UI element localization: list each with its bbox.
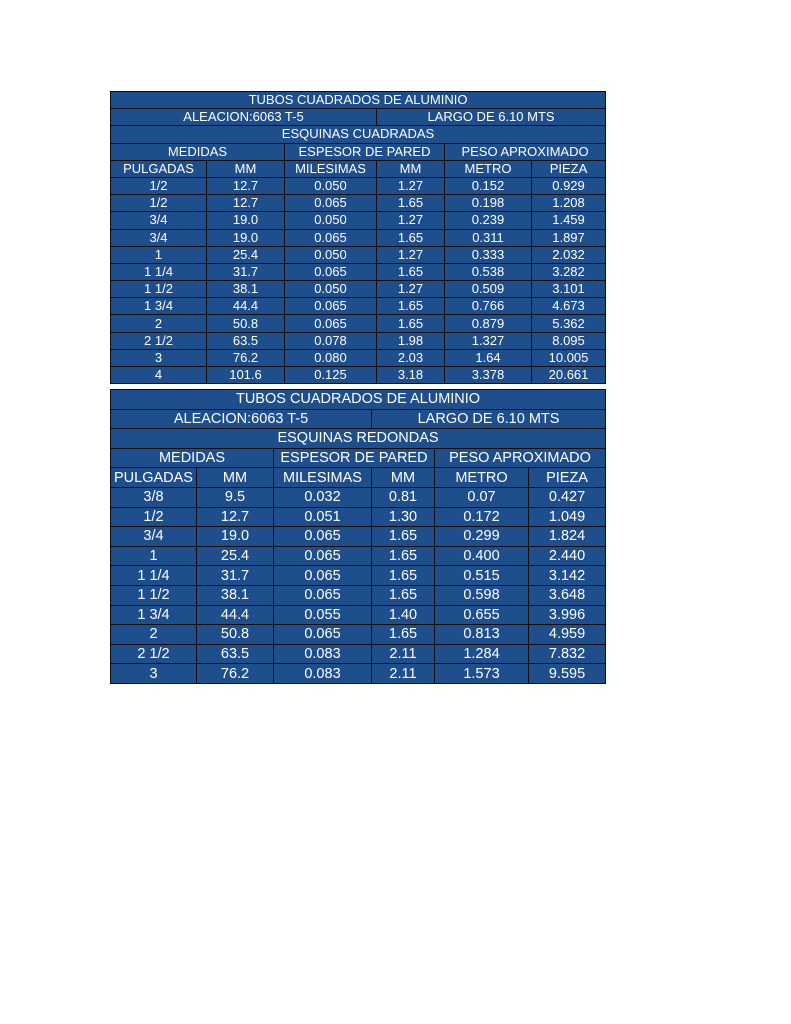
table-row xyxy=(111,367,606,384)
column-header-metro: METRO xyxy=(445,160,532,177)
table-row xyxy=(111,664,606,684)
table-cell: 63.5 xyxy=(207,332,285,349)
table-cell: 3.996 xyxy=(529,605,606,625)
table-cell: 1.65 xyxy=(377,195,445,212)
table-cell: 1/2 xyxy=(111,195,207,212)
table-cell: 0.078 xyxy=(285,332,377,349)
table-cell: 25.4 xyxy=(207,246,285,263)
table-cell: 101.6 xyxy=(207,367,285,384)
table-cell: 0.050 xyxy=(285,246,377,263)
table-cell: 0.813 xyxy=(435,625,529,645)
group-header-espesor: ESPESOR DE PARED xyxy=(285,143,445,160)
table-row xyxy=(111,546,606,566)
table-cell: 1.30 xyxy=(372,507,435,527)
table-row xyxy=(111,585,606,605)
table-cell: 44.4 xyxy=(207,298,285,315)
length-label: LARGO DE 6.10 MTS xyxy=(377,109,606,126)
table-cell: 2 1/2 xyxy=(111,644,197,664)
round-corners-table xyxy=(110,389,606,684)
table-cell: 44.4 xyxy=(197,605,274,625)
table-cell: 0.065 xyxy=(274,585,372,605)
table-cell: 3.101 xyxy=(532,281,606,298)
group-header-peso: PESO APROXIMADO xyxy=(445,143,606,160)
table-row xyxy=(111,246,606,263)
alloy-label: ALEACION:6063 T-5 xyxy=(111,409,372,429)
table-cell: 1 1/2 xyxy=(111,585,197,605)
table-cell: 1.284 xyxy=(435,644,529,664)
table-cell: 0.172 xyxy=(435,507,529,527)
table-row xyxy=(111,263,606,280)
corner-type-label: ESQUINAS CUADRADAS xyxy=(111,126,606,143)
table-cell: 1 1/4 xyxy=(111,263,207,280)
table-cell: 0.125 xyxy=(285,367,377,384)
table-cell: 1.65 xyxy=(377,229,445,246)
table-cell: 9.5 xyxy=(197,487,274,507)
table-cell: 0.032 xyxy=(274,487,372,507)
group-header-peso: PESO APROXIMADO xyxy=(435,448,606,468)
column-header-pulgadas: PULGADAS xyxy=(111,160,207,177)
table-cell: 5.362 xyxy=(532,315,606,332)
alloy-label: ALEACION:6063 T-5 xyxy=(111,109,377,126)
table-row xyxy=(111,298,606,315)
column-header-mm-wall: MM xyxy=(377,160,445,177)
table-cell: 31.7 xyxy=(207,263,285,280)
table-cell: 2.03 xyxy=(377,349,445,366)
square-corners-table xyxy=(110,91,606,384)
table-row xyxy=(111,332,606,349)
table-cell: 0.152 xyxy=(445,177,532,194)
table-cell: 1 1/2 xyxy=(111,281,207,298)
table-row xyxy=(111,281,606,298)
table-cell: 1 xyxy=(111,546,197,566)
column-header-milesimas: MILESIMAS xyxy=(274,468,372,488)
table-cell: 1.049 xyxy=(529,507,606,527)
table-row xyxy=(111,625,606,645)
table-cell: 25.4 xyxy=(197,546,274,566)
table-cell: 19.0 xyxy=(197,527,274,547)
table-cell: 1.208 xyxy=(532,195,606,212)
length-label: LARGO DE 6.10 MTS xyxy=(372,409,606,429)
table-cell: 1.327 xyxy=(445,332,532,349)
table-cell: 2.032 xyxy=(532,246,606,263)
table-cell: 0.065 xyxy=(274,546,372,566)
table-cell: 1.65 xyxy=(377,263,445,280)
table-cell: 8.095 xyxy=(532,332,606,349)
table-cell: 10.005 xyxy=(532,349,606,366)
table-cell: 0.400 xyxy=(435,546,529,566)
table-row xyxy=(111,177,606,194)
table-row xyxy=(111,605,606,625)
table-cell: 0.509 xyxy=(445,281,532,298)
table-row xyxy=(111,349,606,366)
table-cell: 0.427 xyxy=(529,487,606,507)
table-cell: 63.5 xyxy=(197,644,274,664)
table-cell: 2 xyxy=(111,315,207,332)
table-cell: 0.07 xyxy=(435,487,529,507)
table-cell: 50.8 xyxy=(207,315,285,332)
table-cell: 0.598 xyxy=(435,585,529,605)
table-cell: 1.824 xyxy=(529,527,606,547)
table-cell: 0.050 xyxy=(285,281,377,298)
table-cell: 0.065 xyxy=(285,195,377,212)
table-cell: 0.766 xyxy=(445,298,532,315)
table-cell: 0.515 xyxy=(435,566,529,586)
table-row xyxy=(111,507,606,527)
table-cell: 1.27 xyxy=(377,212,445,229)
table-cell: 0.055 xyxy=(274,605,372,625)
table-cell: 0.655 xyxy=(435,605,529,625)
table-cell: 3.18 xyxy=(377,367,445,384)
table-cell: 1.573 xyxy=(435,664,529,684)
table-cell: 38.1 xyxy=(197,585,274,605)
table-cell: 1.64 xyxy=(445,349,532,366)
table-cell: 1 xyxy=(111,246,207,263)
table-cell: 76.2 xyxy=(207,349,285,366)
table-cell: 3 xyxy=(111,349,207,366)
table-cell: 1.65 xyxy=(372,566,435,586)
table-cell: 1 3/4 xyxy=(111,605,197,625)
table-cell: 0.333 xyxy=(445,246,532,263)
table-cell: 1.27 xyxy=(377,281,445,298)
table-cell: 4 xyxy=(111,367,207,384)
table-cell: 50.8 xyxy=(197,625,274,645)
table-cell: 3/4 xyxy=(111,229,207,246)
table-row xyxy=(111,315,606,332)
table-cell: 0.311 xyxy=(445,229,532,246)
table-cell: 1.459 xyxy=(532,212,606,229)
table-cell: 0.083 xyxy=(274,664,372,684)
group-header-medidas: MEDIDAS xyxy=(111,143,285,160)
corner-type-label: ESQUINAS REDONDAS xyxy=(111,429,606,449)
table-cell: 1/2 xyxy=(111,507,197,527)
table-cell: 0.929 xyxy=(532,177,606,194)
group-header-medidas: MEDIDAS xyxy=(111,448,274,468)
table-cell: 12.7 xyxy=(197,507,274,527)
table-cell: 2 1/2 xyxy=(111,332,207,349)
table-cell: 0.538 xyxy=(445,263,532,280)
table-cell: 7.832 xyxy=(529,644,606,664)
table-cell: 1 3/4 xyxy=(111,298,207,315)
table-cell: 1.65 xyxy=(377,298,445,315)
table-row xyxy=(111,229,606,246)
table-cell: 0.050 xyxy=(285,212,377,229)
table-cell: 1.65 xyxy=(377,315,445,332)
table-cell: 0.299 xyxy=(435,527,529,547)
table-cell: 1.27 xyxy=(377,246,445,263)
table-cell: 19.0 xyxy=(207,212,285,229)
table-cell: 1.65 xyxy=(372,527,435,547)
table-title: TUBOS CUADRADOS DE ALUMINIO xyxy=(111,390,606,410)
column-header-mm-wall: MM xyxy=(372,468,435,488)
column-header-pieza: PIEZA xyxy=(529,468,606,488)
column-header-metro: METRO xyxy=(435,468,529,488)
column-header-mm: MM xyxy=(207,160,285,177)
table-cell: 0.81 xyxy=(372,487,435,507)
table-cell: 0.065 xyxy=(274,527,372,547)
table-cell: 1.897 xyxy=(532,229,606,246)
table-row xyxy=(111,487,606,507)
table-cell: 9.595 xyxy=(529,664,606,684)
table-cell: 1.98 xyxy=(377,332,445,349)
table-row xyxy=(111,195,606,212)
table-cell: 3.378 xyxy=(445,367,532,384)
table-row xyxy=(111,566,606,586)
table-cell: 2.11 xyxy=(372,644,435,664)
table-row xyxy=(111,527,606,547)
table-cell: 3/4 xyxy=(111,527,197,547)
table-cell: 0.239 xyxy=(445,212,532,229)
table-cell: 76.2 xyxy=(197,664,274,684)
column-header-milesimas: MILESIMAS xyxy=(285,160,377,177)
table-cell: 3.142 xyxy=(529,566,606,586)
table-cell: 3/8 xyxy=(111,487,197,507)
column-header-mm: MM xyxy=(197,468,274,488)
table-cell: 38.1 xyxy=(207,281,285,298)
table-cell: 0.879 xyxy=(445,315,532,332)
table-cell: 3/4 xyxy=(111,212,207,229)
table-cell: 1/2 xyxy=(111,177,207,194)
table-cell: 0.065 xyxy=(274,625,372,645)
table-cell: 2.440 xyxy=(529,546,606,566)
table-cell: 12.7 xyxy=(207,195,285,212)
table-cell: 1.65 xyxy=(372,585,435,605)
table-cell: 1.40 xyxy=(372,605,435,625)
table-cell: 0.080 xyxy=(285,349,377,366)
table-title: TUBOS CUADRADOS DE ALUMINIO xyxy=(111,92,606,109)
table-cell: 2 xyxy=(111,625,197,645)
group-header-espesor: ESPESOR DE PARED xyxy=(274,448,435,468)
table-cell: 0.065 xyxy=(285,263,377,280)
table-cell: 31.7 xyxy=(197,566,274,586)
table-cell: 3.648 xyxy=(529,585,606,605)
table-cell: 1 1/4 xyxy=(111,566,197,586)
table-cell: 4.959 xyxy=(529,625,606,645)
table-cell: 3.282 xyxy=(532,263,606,280)
table-cell: 1.65 xyxy=(372,546,435,566)
column-header-pieza: PIEZA xyxy=(532,160,606,177)
table-cell: 2.11 xyxy=(372,664,435,684)
table-cell: 4.673 xyxy=(532,298,606,315)
table-cell: 0.065 xyxy=(285,229,377,246)
table-cell: 0.083 xyxy=(274,644,372,664)
table-cell: 19.0 xyxy=(207,229,285,246)
table-cell: 0.198 xyxy=(445,195,532,212)
table-cell: 0.065 xyxy=(285,298,377,315)
table-row xyxy=(111,644,606,664)
table-cell: 1.27 xyxy=(377,177,445,194)
column-header-pulgadas: PULGADAS xyxy=(111,468,197,488)
table-cell: 20.661 xyxy=(532,367,606,384)
table-cell: 3 xyxy=(111,664,197,684)
table-cell: 0.065 xyxy=(274,566,372,586)
table-cell: 1.65 xyxy=(372,625,435,645)
table-cell: 12.7 xyxy=(207,177,285,194)
table-row xyxy=(111,212,606,229)
table-cell: 0.065 xyxy=(285,315,377,332)
table-cell: 0.050 xyxy=(285,177,377,194)
table-cell: 0.051 xyxy=(274,507,372,527)
